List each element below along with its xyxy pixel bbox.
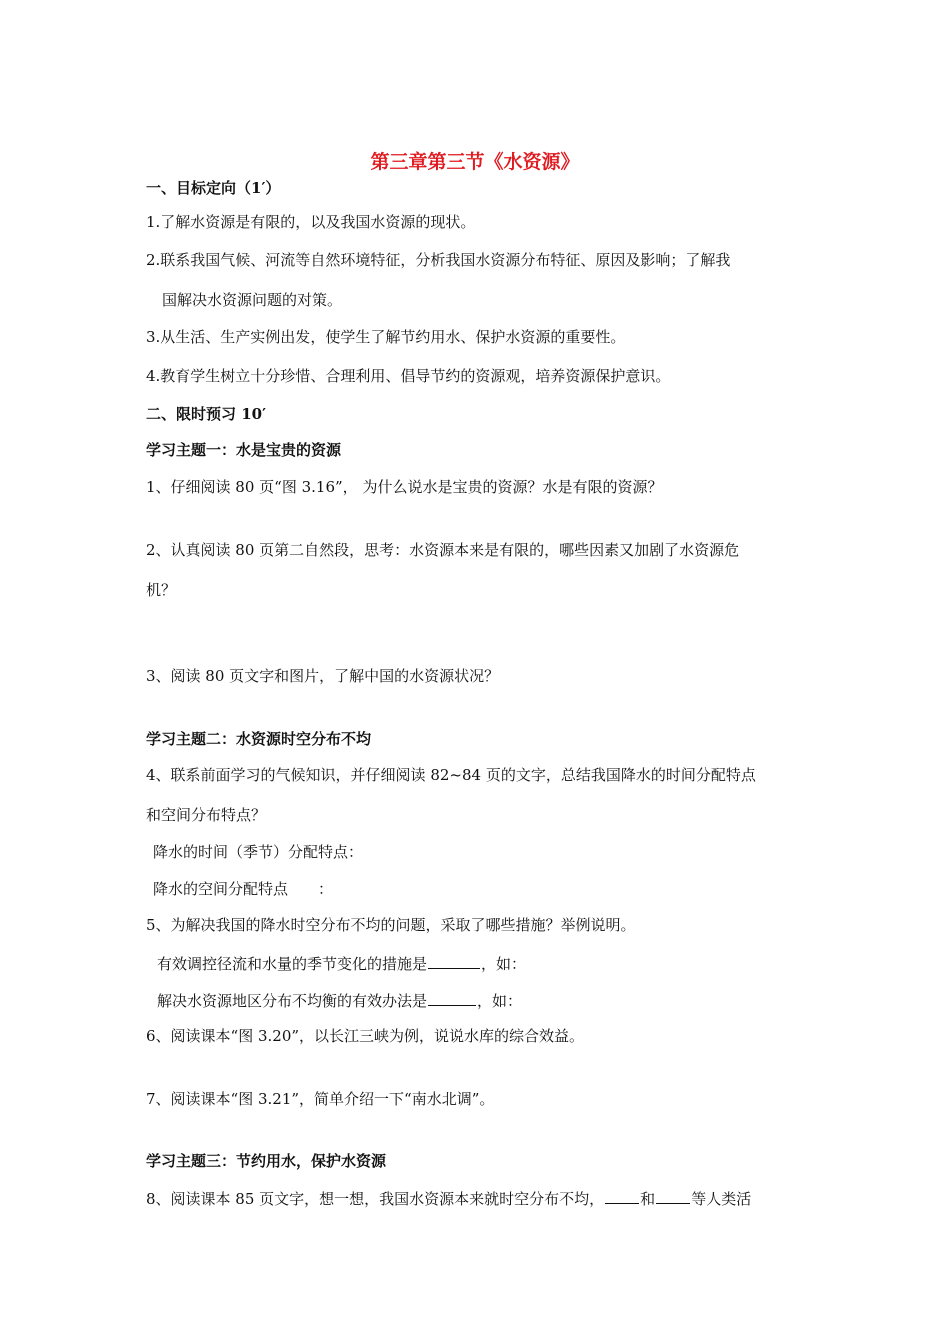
topic-heading-1: 学习主题一：水是宝贵的资源 [146,441,342,459]
question-2-continued: 机？ [146,581,177,599]
goal-item-2-continued: 国解决水资源问题的对策。 [162,291,343,309]
question-8-text: 8、阅读课本 85 页文字，想一想，我国水资源本来就时空分布不均， [146,1190,605,1208]
document-title: 第三章第三节《水资源》 [370,151,580,173]
topic-heading-2: 学习主题二：水资源时空分布不均 [146,730,372,748]
question-5-measure-b-text: 解决水资源地区分布不均衡的有效办法是 [157,992,428,1010]
topic-heading-3: 学习主题三：节约用水，保护水资源 [146,1152,387,1170]
question-5-measure-a-text: 有效调控径流和水量的季节变化的措施是 [157,955,428,973]
question-4-space-distribution: 降水的空间分配特点 ： [153,880,334,898]
goal-item-4: 4.教育学生树立十分珍惜、合理利用、倡导节约的资源观，培养资源保护意识。 [146,367,671,385]
question-6: 6、阅读课本“图 3.20”，以长江三峡为例，说说水库的综合效益。 [146,1027,585,1045]
question-7: 7、阅读课本“图 3.21”，简单介绍一下“南水北调”。 [146,1090,495,1108]
question-5-measure-a [157,953,526,974]
question-2: 2、认真阅读 80 页第二自然段，思考：水资源本来是有限的，哪些因素又加剧了水资源危 [146,541,740,559]
answer-blank[interactable] [656,1188,690,1204]
question-5-measure-a-suffix: ，如： [481,955,527,973]
section-heading-goals: 一、目标定向（1′） [146,179,281,197]
goal-item-3: 3.从生活、生产实例出发，使学生了解节约用水、保护水资源的重要性。 [146,328,626,346]
answer-blank[interactable] [428,953,480,969]
question-4-time-distribution: 降水的时间（季节）分配特点： [153,843,364,861]
question-4-continued: 和空间分布特点？ [146,806,267,824]
question-1: 1、仔细阅读 80 页“图 3.16”， 为什么说水是宝贵的资源？水是有限的资源？ [146,478,663,496]
question-8 [146,1188,751,1209]
question-8-suffix: 等人类活 [691,1190,752,1208]
question-3: 3、阅读 80 页文字和图片，了解中国的水资源状况？ [146,667,500,685]
goal-item-1: 1.了解水资源是有限的，以及我国水资源的现状。 [146,213,476,231]
question-8-connector: 和 [640,1190,656,1208]
question-5: 5、为解决我国的降水时空分布不均的问题，采取了哪些措施？举例说明。 [146,916,636,934]
question-4: 4、联系前面学习的气候知识，并仔细阅读 82~84 页的文字，总结我国降水的时间分配特点 [146,766,756,784]
goal-item-2: 2.联系我国气候、河流等自然环境特征，分析我国水资源分布特征、原因及影响；了解我 [146,251,731,269]
question-5-measure-b [157,990,522,1011]
question-5-measure-b-suffix: ，如： [477,992,523,1010]
answer-blank[interactable] [605,1188,639,1204]
answer-blank[interactable] [428,990,476,1006]
section-heading-preview: 二、限时预习 10′ [146,405,267,423]
